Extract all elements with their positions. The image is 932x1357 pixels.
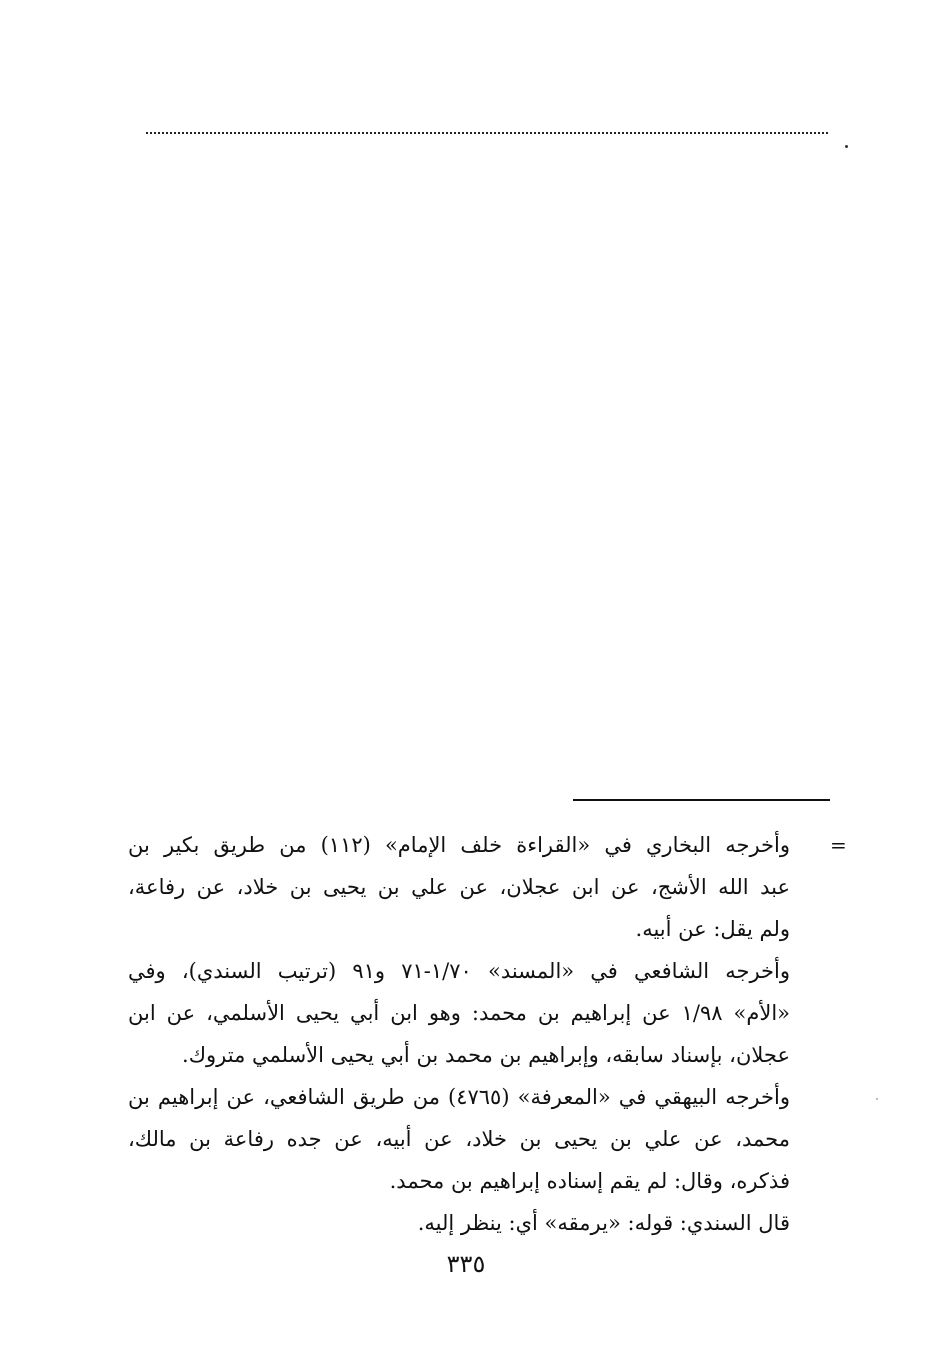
footnote-line: وأخرجه البخاري في «القراءة خلف الإمام» (١١٢) من طريق بكير بن bbox=[128, 833, 791, 857]
page-number: ٣٣٥ bbox=[446, 1250, 486, 1278]
header-dotted-rule bbox=[146, 132, 828, 134]
scan-speck bbox=[876, 1098, 878, 1100]
footnote-line: عبد الله الأشج، عن ابن عجلان، عن علي بن يحيى بن خلاد، عن رفاعة، bbox=[128, 875, 790, 899]
footnote-line: عجلان، بإسناد سابقه، وإبراهيم بن محمد بن أبي يحيى الأسلمي متروك. bbox=[182, 1043, 790, 1067]
footnote-paragraph-sindi bbox=[128, 1202, 830, 1244]
margin-dot bbox=[845, 145, 848, 148]
footnote-paragraph-shafii bbox=[128, 950, 830, 1076]
footnote-line: وأخرجه البيهقي في «المعرفة» (٤٧٦٥) من طريق الشافعي، عن إبراهيم بن bbox=[128, 1085, 790, 1109]
footnote-line: محمد، عن علي بن يحيى بن خلاد، عن أبيه، عن جده رفاعة بن مالك، bbox=[128, 1127, 790, 1151]
footnote-line: ولم يقل: عن أبيه. bbox=[635, 917, 790, 941]
footnote-line: فذكره، وقال: لم يقم إسناده إبراهيم بن محمد. bbox=[389, 1169, 790, 1193]
footnote-paragraph-bukhari bbox=[128, 824, 830, 950]
footnotes-block bbox=[128, 824, 830, 1244]
footnote-line: قال السندي: قوله: «يرمقه» أي: ينظر إليه. bbox=[417, 1211, 790, 1235]
footnote-line: وأخرجه الشافعي في «المسند» ١/٧٠-٧١ و٩١ (ترتيب السندي)، وفي bbox=[128, 959, 790, 983]
footnote-line: «الأم» ١/٩٨ عن إبراهيم بن محمد: وهو ابن أبي يحيى الأسلمي، عن ابن bbox=[128, 1001, 791, 1025]
footnote-paragraph-bayhaqi bbox=[128, 1076, 830, 1202]
footnote-separator bbox=[573, 799, 830, 801]
continuation-mark: = bbox=[830, 833, 847, 857]
